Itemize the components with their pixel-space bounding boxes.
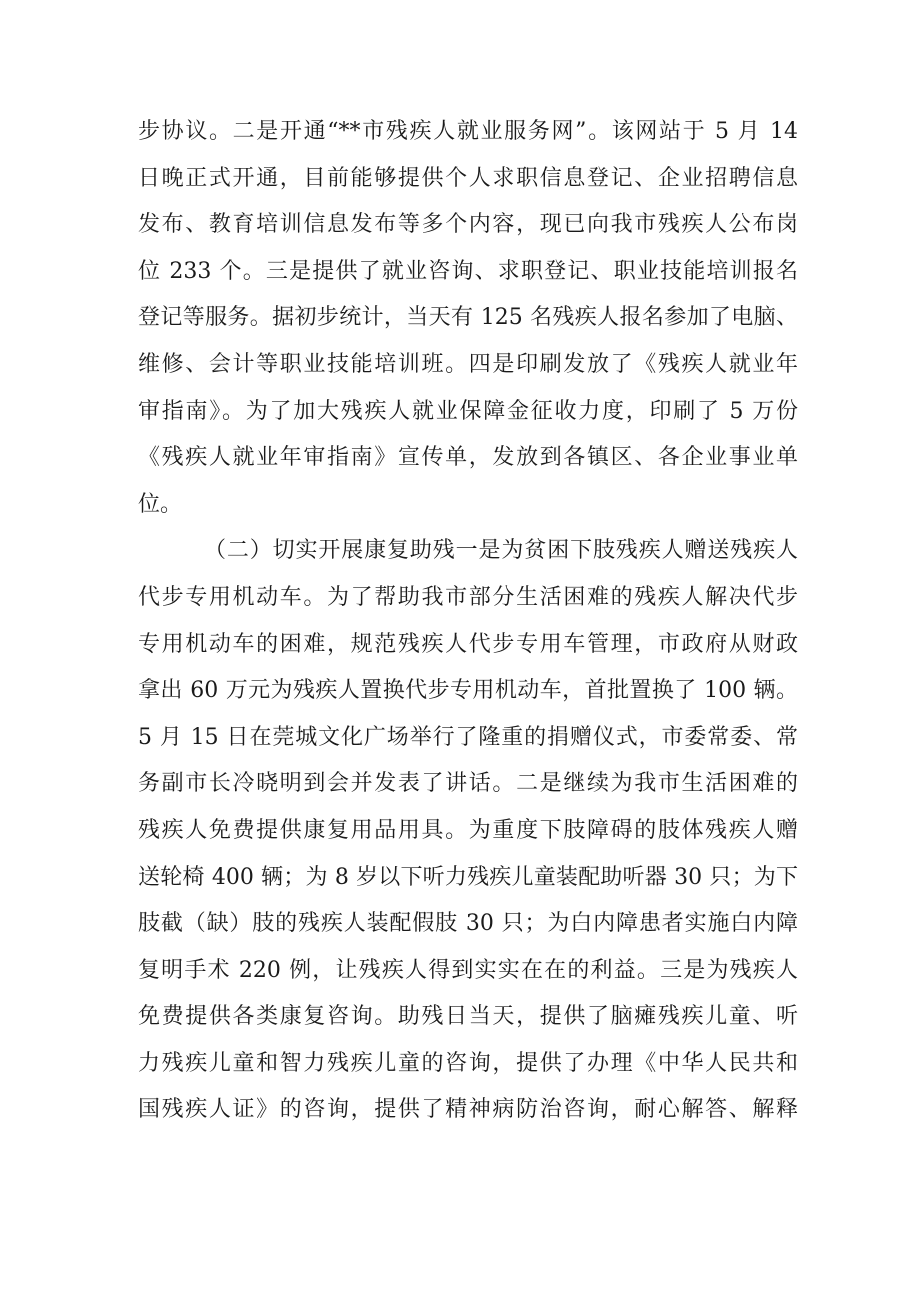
text-line: 肢截（缺）肢的残疾人装配假肢 30 只；为白内障患者实施白内障 [138,911,798,937]
paragraph-rehabilitation-assistance [138,528,798,1134]
document-body [138,109,798,1134]
text-line: 日晚正式开通，目前能够提供个人求职信息登记、企业招聘信息 [138,165,798,191]
text-line: 审指南》。为了加大残疾人就业保障金征收力度，印刷了 5 万份 [138,398,798,424]
text-line: 5 月 15 日在莞城文化广场举行了隆重的捐赠仪式，市委常委、常 [138,724,798,750]
text-line: 步协议。二是开通“**市残疾人就业服务网”。该网站于 5 月 14 [138,119,798,144]
text-line: 送轮椅 400 辆；为 8 岁以下听力残疾儿童装配助听器 30 只；为下 [138,864,798,890]
text-line: 《残疾人就业年审指南》宣传单，发放到各镇区、各企业事业单 [138,445,798,471]
text-line: 登记等服务。据初步统计，当天有 125 名残疾人报名参加了电脑、 [138,305,798,331]
text-line: 残疾人免费提供康复用品用具。为重度下肢障碍的肢体残疾人赠 [138,817,798,843]
text-line: 维修、会计等职业技能培训班。四是印刷发放了《残疾人就业年 [138,351,798,377]
text-line: 力残疾儿童和智力残疾儿童的咨询，提供了办理《中华人民共和 [138,1050,798,1076]
text-line: 拿出 60 万元为残疾人置换代步专用机动车，首批置换了 100 辆。 [138,678,798,704]
text-line: 复明手术 220 例，让残疾人得到实实在在的利益。三是为残疾人 [138,957,798,983]
text-line: 位 233 个。三是提供了就业咨询、求职登记、职业技能培训报名 [138,258,798,284]
text-line: 国残疾人证》的咨询，提供了精神病防治咨询，耐心解答、解释 [138,1097,798,1123]
text-line: 免费提供各类康复咨询。助残日当天，提供了脑瘫残疾儿童、听 [138,1004,798,1030]
text-line: 务副市长冷晓明到会并发表了讲话。二是继续为我市生活困难的 [138,771,798,797]
text-line: 位。 [138,491,183,517]
text-line: 发布、教育培训信息发布等多个内容，现已向我市残疾人公布岗 [138,212,798,238]
text-line: 专用机动车的困难，规范残疾人代步专用车管理，市政府从财政 [138,631,798,657]
paragraph-employment-services [138,109,798,528]
text-line: （二）切实开展康复助残一是为贫困下肢残疾人赠送残疾人 [204,538,798,564]
text-line: 代步专用机动车。为了帮助我市部分生活困难的残疾人解决代步 [138,584,798,610]
